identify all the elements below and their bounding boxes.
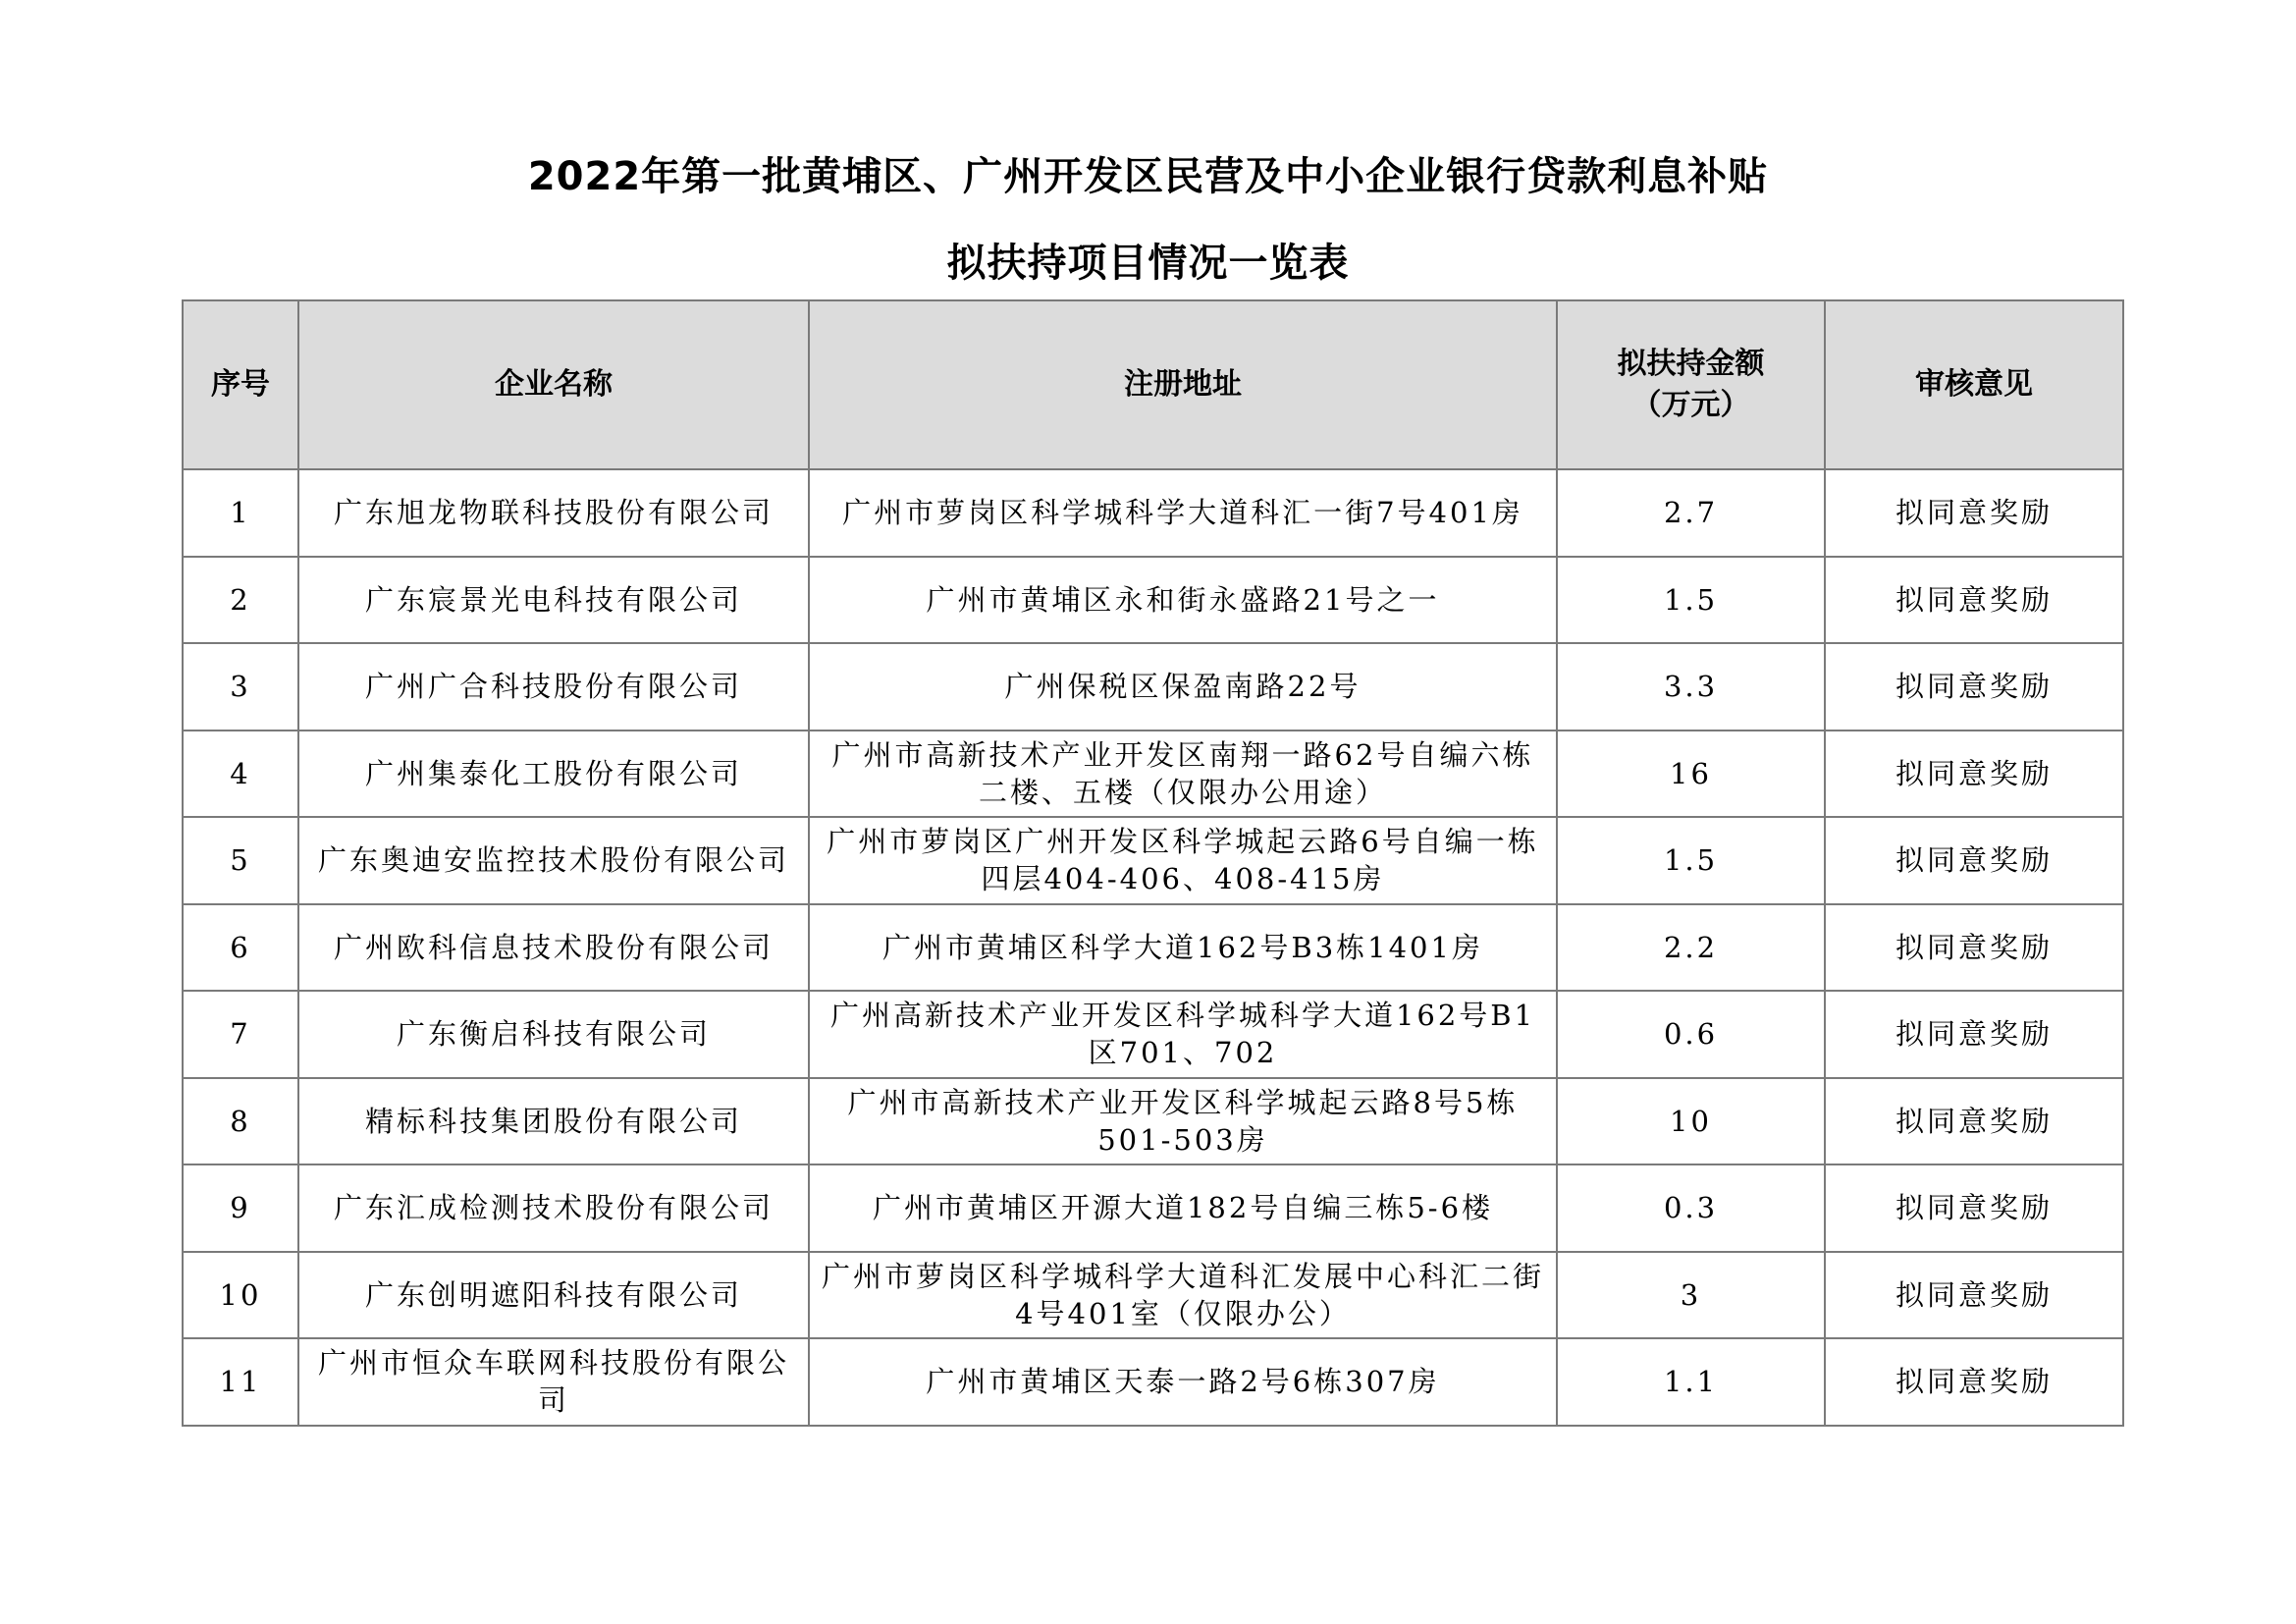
cell-opinion: 拟同意奖励: [1825, 643, 2123, 731]
subsidy-table: [182, 299, 2124, 1427]
cell-address: 广州市萝岗区科学城科学大道科汇发展中心科汇二街4号401室（仅限办公）: [809, 1252, 1557, 1339]
cell-company: 精标科技集团股份有限公司: [298, 1078, 809, 1165]
header-amount-unit: （万元）: [1631, 388, 1750, 422]
table-row: [183, 469, 2123, 557]
cell-opinion: 拟同意奖励: [1825, 469, 2123, 557]
table-row: [183, 1338, 2123, 1426]
cell-company: 广东旭龙物联科技股份有限公司: [298, 469, 809, 557]
cell-index: 1: [183, 469, 298, 557]
header-row: [183, 300, 2123, 469]
cell-index: 2: [183, 557, 298, 644]
cell-index: 7: [183, 991, 298, 1078]
header-amount: [1557, 300, 1825, 469]
cell-address: 广州保税区保盈南路22号: [809, 643, 1557, 731]
cell-index: 11: [183, 1338, 298, 1426]
cell-address: 广州市黄埔区开源大道182号自编三栋5-6楼: [809, 1164, 1557, 1252]
cell-address: 广州市黄埔区永和街永盛路21号之一: [809, 557, 1557, 644]
cell-company: 广州集泰化工股份有限公司: [298, 731, 809, 818]
cell-company: 广州广合科技股份有限公司: [298, 643, 809, 731]
cell-address: 广州市黄埔区科学大道162号B3栋1401房: [809, 904, 1557, 992]
table-body: [183, 469, 2123, 1426]
cell-amount: 1.5: [1557, 817, 1825, 904]
table-row: [183, 557, 2123, 644]
cell-amount: 3: [1557, 1252, 1825, 1339]
cell-index: 9: [183, 1164, 298, 1252]
cell-amount: 1.5: [1557, 557, 1825, 644]
table-row: [183, 643, 2123, 731]
header-amount-label: 拟扶持金额: [1617, 347, 1765, 381]
page-subtitle: 拟扶持项目情况一览表: [946, 241, 1350, 286]
cell-opinion: 拟同意奖励: [1825, 731, 2123, 818]
cell-company: 广东创明遮阳科技有限公司: [298, 1252, 809, 1339]
cell-opinion: 拟同意奖励: [1825, 1164, 2123, 1252]
cell-opinion: 拟同意奖励: [1825, 557, 2123, 644]
cell-address: 广州市黄埔区天泰一路2号6栋307房: [809, 1338, 1557, 1426]
table-row: [183, 1252, 2123, 1339]
cell-amount: 2.2: [1557, 904, 1825, 992]
cell-index: 8: [183, 1078, 298, 1165]
cell-amount: 2.7: [1557, 469, 1825, 557]
cell-index: 4: [183, 731, 298, 818]
cell-index: 6: [183, 904, 298, 992]
page-title: 2022年第一批黄埔区、广州开发区民营及中小企业银行贷款利息补贴: [527, 154, 1769, 199]
header-address: 注册地址: [809, 300, 1557, 469]
cell-amount: 1.1: [1557, 1338, 1825, 1426]
cell-opinion: 拟同意奖励: [1825, 1252, 2123, 1339]
cell-index: 10: [183, 1252, 298, 1339]
cell-address: 广州市萝岗区广州开发区科学城起云路6号自编一栋四层404-406、408-415房: [809, 817, 1557, 904]
header-opinion: 审核意见: [1825, 300, 2123, 469]
table-row: [183, 904, 2123, 992]
cell-address: 广州市高新技术产业开发区南翔一路62号自编六栋二楼、五楼（仅限办公用途）: [809, 731, 1557, 818]
cell-opinion: 拟同意奖励: [1825, 991, 2123, 1078]
cell-opinion: 拟同意奖励: [1825, 817, 2123, 904]
cell-company: 广州欧科信息技术股份有限公司: [298, 904, 809, 992]
cell-opinion: 拟同意奖励: [1825, 1078, 2123, 1165]
cell-amount: 16: [1557, 731, 1825, 818]
cell-company: 广东汇成检测技术股份有限公司: [298, 1164, 809, 1252]
header-company: 企业名称: [298, 300, 809, 469]
cell-amount: 0.6: [1557, 991, 1825, 1078]
cell-amount: 0.3: [1557, 1164, 1825, 1252]
cell-amount: 10: [1557, 1078, 1825, 1165]
cell-address: 广州高新技术产业开发区科学城科学大道162号B1区701、702: [809, 991, 1557, 1078]
table-header: [183, 300, 2123, 469]
table-row: [183, 731, 2123, 818]
cell-amount: 3.3: [1557, 643, 1825, 731]
header-index: 序号: [183, 300, 298, 469]
cell-company: 广东宸景光电科技有限公司: [298, 557, 809, 644]
cell-company: 广东衡启科技有限公司: [298, 991, 809, 1078]
cell-opinion: 拟同意奖励: [1825, 1338, 2123, 1426]
cell-company: 广东奥迪安监控技术股份有限公司: [298, 817, 809, 904]
table-row: [183, 1078, 2123, 1165]
cell-address: 广州市高新技术产业开发区科学城起云路8号5栋501-503房: [809, 1078, 1557, 1165]
table-row: [183, 991, 2123, 1078]
cell-opinion: 拟同意奖励: [1825, 904, 2123, 992]
cell-index: 5: [183, 817, 298, 904]
cell-address: 广州市萝岗区科学城科学大道科汇一街7号401房: [809, 469, 1557, 557]
table-row: [183, 1164, 2123, 1252]
table-row: [183, 817, 2123, 904]
cell-company: 广州市恒众车联网科技股份有限公司: [298, 1338, 809, 1426]
cell-index: 3: [183, 643, 298, 731]
